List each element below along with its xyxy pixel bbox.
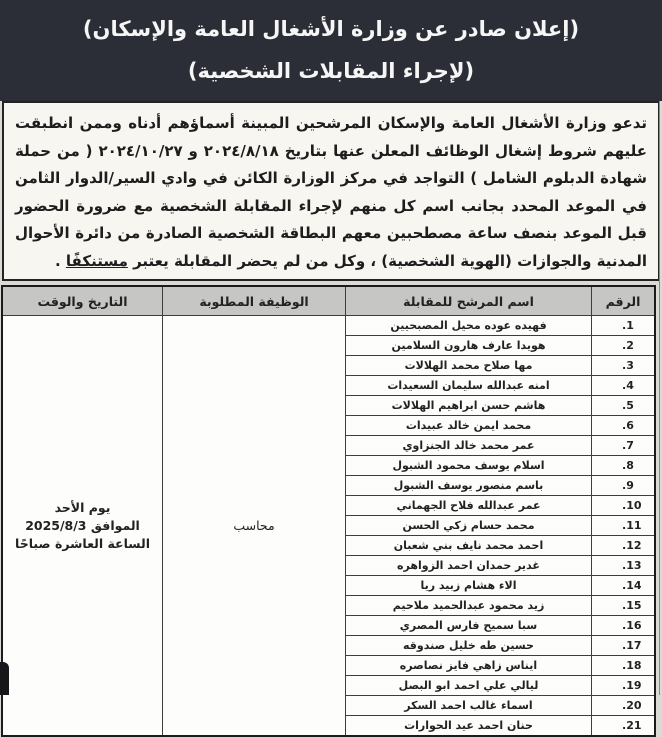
candidate-name: حنان احمد عيد الحوارات bbox=[346, 716, 592, 737]
announcement-banner bbox=[0, 0, 662, 101]
table-header-row bbox=[2, 286, 655, 316]
row-number: 12. bbox=[592, 536, 656, 556]
candidate-name: سبا سميح فارس المصري bbox=[346, 616, 592, 636]
candidates-table bbox=[1, 285, 656, 737]
candidate-name: احمد محمد نايف بني شعبان bbox=[346, 536, 592, 556]
row-number: 16. bbox=[592, 616, 656, 636]
row-number: 8. bbox=[592, 456, 656, 476]
candidate-name: هويدا عارف هارون السلامين bbox=[346, 336, 592, 356]
candidate-name: ايناس زاهي فايز نصاصره bbox=[346, 656, 592, 676]
row-number: 1. bbox=[592, 316, 656, 336]
row-number: 7. bbox=[592, 436, 656, 456]
row-number: 14. bbox=[592, 576, 656, 596]
paragraph-underlined-word: مستنكفًا bbox=[65, 251, 128, 270]
candidate-name: الاء هشام زبيد ريا bbox=[346, 576, 592, 596]
header-datetime: التاريخ والوقت bbox=[2, 286, 163, 316]
candidate-name: محمد ايمن خالد عبيدات bbox=[346, 416, 592, 436]
row-number: 2. bbox=[592, 336, 656, 356]
candidate-name: اسماء غالب احمد السكر bbox=[346, 696, 592, 716]
row-number: 20. bbox=[592, 696, 656, 716]
datetime-hour: الساعة العاشرة صباحًا bbox=[15, 535, 150, 551]
header-job: الوظيفة المطلوبة bbox=[163, 286, 346, 316]
candidate-name: زيد محمود عبدالحميد ملاحيم bbox=[346, 596, 592, 616]
row-number: 18. bbox=[592, 656, 656, 676]
paragraph-tail: . bbox=[55, 251, 66, 270]
row-number: 6. bbox=[592, 416, 656, 436]
row-number: 5. bbox=[592, 396, 656, 416]
candidate-name: ليالي علي احمد ابو البصل bbox=[346, 676, 592, 696]
banner-title-line2: (لإجراء المقابلات الشخصية) bbox=[187, 59, 475, 83]
scan-corner-artifact bbox=[0, 662, 9, 695]
row-number: 17. bbox=[592, 636, 656, 656]
paragraph-main-text: تدعو وزارة الأشغال العامة والإسكان المرشحين المبينة أسماؤهم أدناه وممن انطبقت عليهم شروط إشغال الوظائف المعلن عنها بتاريخ ٢٠٢٤/٨/١٨ و ٢٠٢٤/١٠/٢٧ ( من حملة شهادة الدبلوم الشامل ) التواجد في مركز الوزارة الكائن في وادي السير/الدوار الثامن في الموعد المحدد بجانب اسم كل منهم لإجراء المقابلة الشخصية مع ضرورة الحضور قبل الموعد بنصف ساعة مصطحبين معهم البطاقة الشخصية الصادرة من دائرة الأحوال المدنية والجوازات (الهوية الشخصية) ، وكل من لم يحضر المقابلة يعتبر bbox=[15, 114, 647, 270]
header-number: الرقم bbox=[592, 286, 656, 316]
row-number: 3. bbox=[592, 356, 656, 376]
datetime-cell bbox=[2, 316, 163, 737]
row-number: 13. bbox=[592, 556, 656, 576]
job-value: محاسب bbox=[233, 518, 275, 533]
candidate-name: حسين طه خليل صندوقه bbox=[346, 636, 592, 656]
datetime-date: الموافق 2025/8/3 bbox=[25, 517, 140, 533]
announcement-body-box bbox=[2, 101, 660, 281]
table-row bbox=[2, 316, 655, 336]
row-number: 9. bbox=[592, 476, 656, 496]
banner-title-line1: (إعلان صادر عن وزارة الأشغال العامة والإسكان) bbox=[82, 17, 580, 41]
row-number: 21. bbox=[592, 716, 656, 737]
candidate-name: امنه عبدالله سليمان السعيدات bbox=[346, 376, 592, 396]
candidate-name: باسم منصور يوسف الشبول bbox=[346, 476, 592, 496]
announcement-paragraph bbox=[15, 110, 647, 275]
datetime-day: يوم الأحد bbox=[54, 499, 111, 515]
candidate-name: هاشم حسن ابراهيم الهلالات bbox=[346, 396, 592, 416]
candidate-name: عمر عبدالله فلاح الجهماني bbox=[346, 496, 592, 516]
row-number: 15. bbox=[592, 596, 656, 616]
candidate-name: محمد حسام زكي الحسن bbox=[346, 516, 592, 536]
candidate-name: اسلام يوسف محمود الشبول bbox=[346, 456, 592, 476]
candidate-name: مها صلاح محمد الهلالات bbox=[346, 356, 592, 376]
scan-frame-line bbox=[659, 101, 660, 695]
candidate-name: فهيده عوده محيل المصبحيين bbox=[346, 316, 592, 336]
row-number: 11. bbox=[592, 516, 656, 536]
candidate-name: عمر محمد خالد الجنزاوي bbox=[346, 436, 592, 456]
row-number: 4. bbox=[592, 376, 656, 396]
row-number: 10. bbox=[592, 496, 656, 516]
candidate-name: غدير حمدان احمد الزواهره bbox=[346, 556, 592, 576]
header-name: اسم المرشح للمقابلة bbox=[346, 286, 592, 316]
row-number: 19. bbox=[592, 676, 656, 696]
job-cell bbox=[163, 316, 346, 737]
